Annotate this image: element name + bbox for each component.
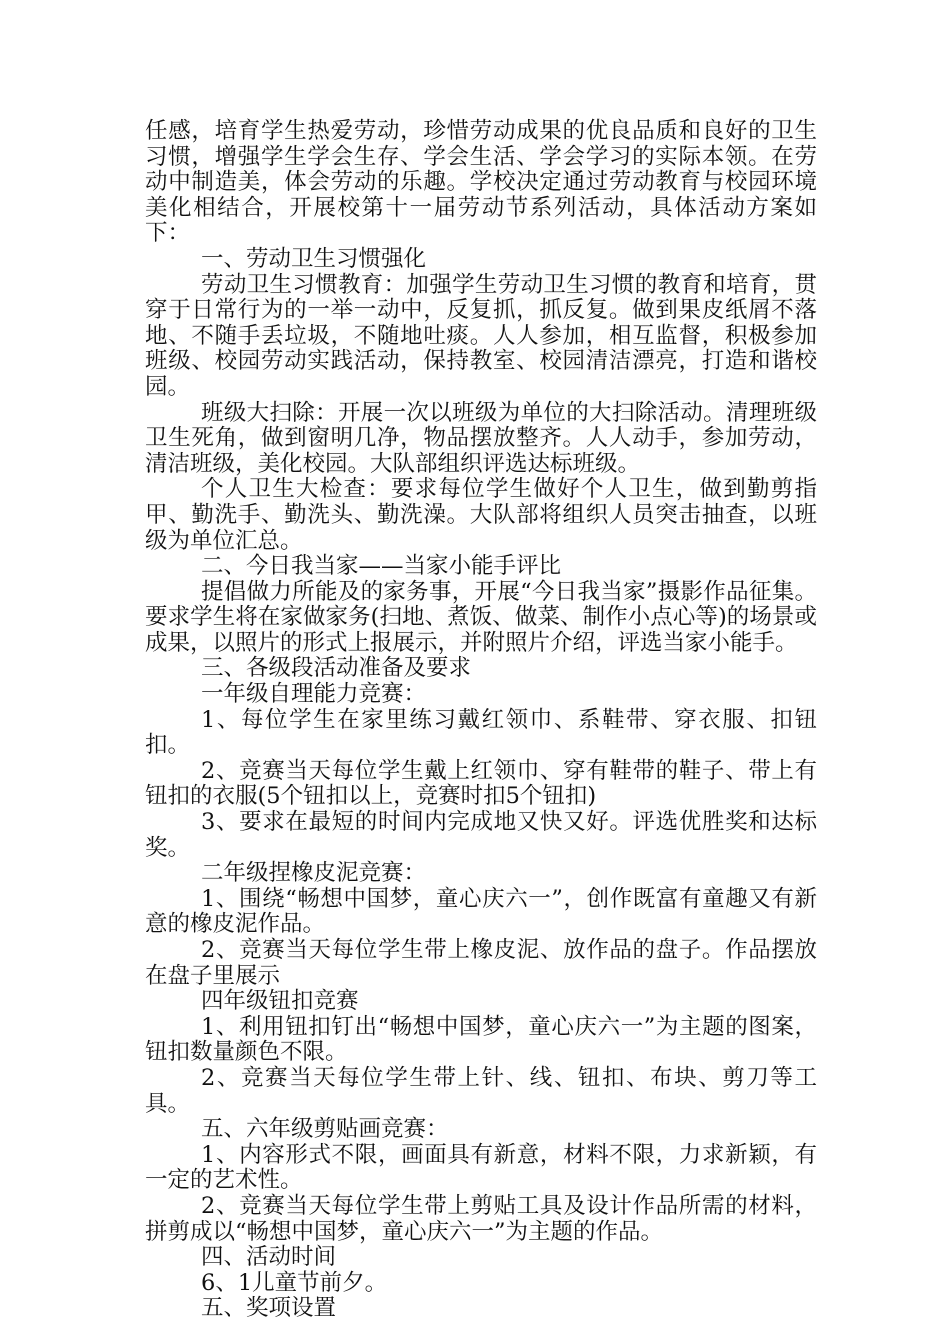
section-heading-housework: 二、今日我当家——当家小能手评比 [201,553,562,580]
grade1-item-2: 2、竞赛当天每位学生戴上红领巾、穿有鞋带的鞋子、带上有钮扣的衣服(5个钮扣以上，竞赛时扣5个钮扣) [145,757,817,810]
housework-paragraph: 提倡做力所能及的家务事，开展“今日我当家”摄影作品征集。要求学生将在家做家务(扫地、煮饭、做菜、制作小点心等)的场景或成果，以照片的形式上报展示，并附照片介绍，评选当家小能手。 [145,578,817,656]
grade4-item-2: 2、竞赛当天每位学生带上针、线、钮扣、布块、剪刀等工具。 [145,1064,817,1117]
section-heading-grades: 三、各级段活动准备及要求 [201,655,472,682]
grade56-item-2: 2、竞赛当天每位学生带上剪贴工具及设计作品所需的材料，拼剪成以“畅想中国梦，童心庆六一”为主题的作品。 [145,1192,817,1245]
grade4-item-1: 1、利用钮扣钉出“畅想中国梦，童心庆六一”为主题的图案，钮扣数量颜色不限。 [145,1013,817,1066]
intro-paragraph: 任感，培育学生热爱劳动，珍惜劳动成果的优良品质和良好的卫生习惯，增强学生学会生存、学会生活、学会学习的实际本领。在劳动中制造美，体会劳动的乐趣。学校决定通过劳动教育与校园环境美化相结合，开展校第十一届劳动节系列活动，具体活动方案如下： [145,118,817,247]
section-heading-time: 四、活动时间 [201,1244,337,1271]
class-cleaning-paragraph: 班级大扫除：开展一次以班级为单位的大扫除活动。清理班级卫生死角，做到窗明几净，物品摆放整齐。人人动手，参加劳动，清洁班级，美化校园。大队部组织评选达标班级。 [145,399,817,477]
hygiene-education-paragraph: 劳动卫生习惯教育：加强学生劳动卫生习惯的教育和培育，贯穿于日常行为的一举一动中，反复抓，抓反复。做到果皮纸屑不落地、不随手丢垃圾，不随地吐痰。人人参加，相互监督，积极参加班级、校园劳动实践活动，保持教室、校园清洁漂亮，打造和谐校园。 [145,271,817,400]
grade1-item-1: 1、每位学生在家里练习戴红领巾、系鞋带、穿衣服、扣钮扣。 [145,706,817,759]
grade56-heading: 五、六年级剪贴画竞赛： [201,1116,449,1143]
activity-time-paragraph: 6、1儿童节前夕。 [201,1269,388,1296]
grade2-item-2: 2、竞赛当天每位学生带上橡皮泥、放作品的盘子。作品摆放在盘子里展示 [145,937,817,989]
grade2-heading: 二年级捏橡皮泥竞赛： [201,860,427,887]
grade1-item-3: 3、要求在最短的时间内完成地又快又好。评选优胜奖和达标奖。 [145,809,817,861]
grade56-item-1: 1、内容形式不限，画面具有新意，材料不限，力求新颖，有一定的艺术性。 [145,1141,817,1194]
personal-hygiene-paragraph: 个人卫生大检查：要求每位学生做好个人卫生，做到勤剪指甲、勤洗手、勤洗头、勤洗澡。大队部将组织人员突击抽查，以班级为单位汇总。 [145,476,817,554]
grade4-heading: 四年级钮扣竞赛 [201,988,359,1015]
grade2-item-1: 1、围绕“畅想中国梦，童心庆六一”，创作既富有童趣又有新意的橡皮泥作品。 [145,885,817,938]
document-body [145,119,817,1322]
section-heading-hygiene: 一、劳动卫生习惯强化 [201,245,427,272]
grade1-heading: 一年级自理能力竞赛： [201,681,427,708]
section-heading-awards: 五、奖项设置 [201,1295,337,1322]
